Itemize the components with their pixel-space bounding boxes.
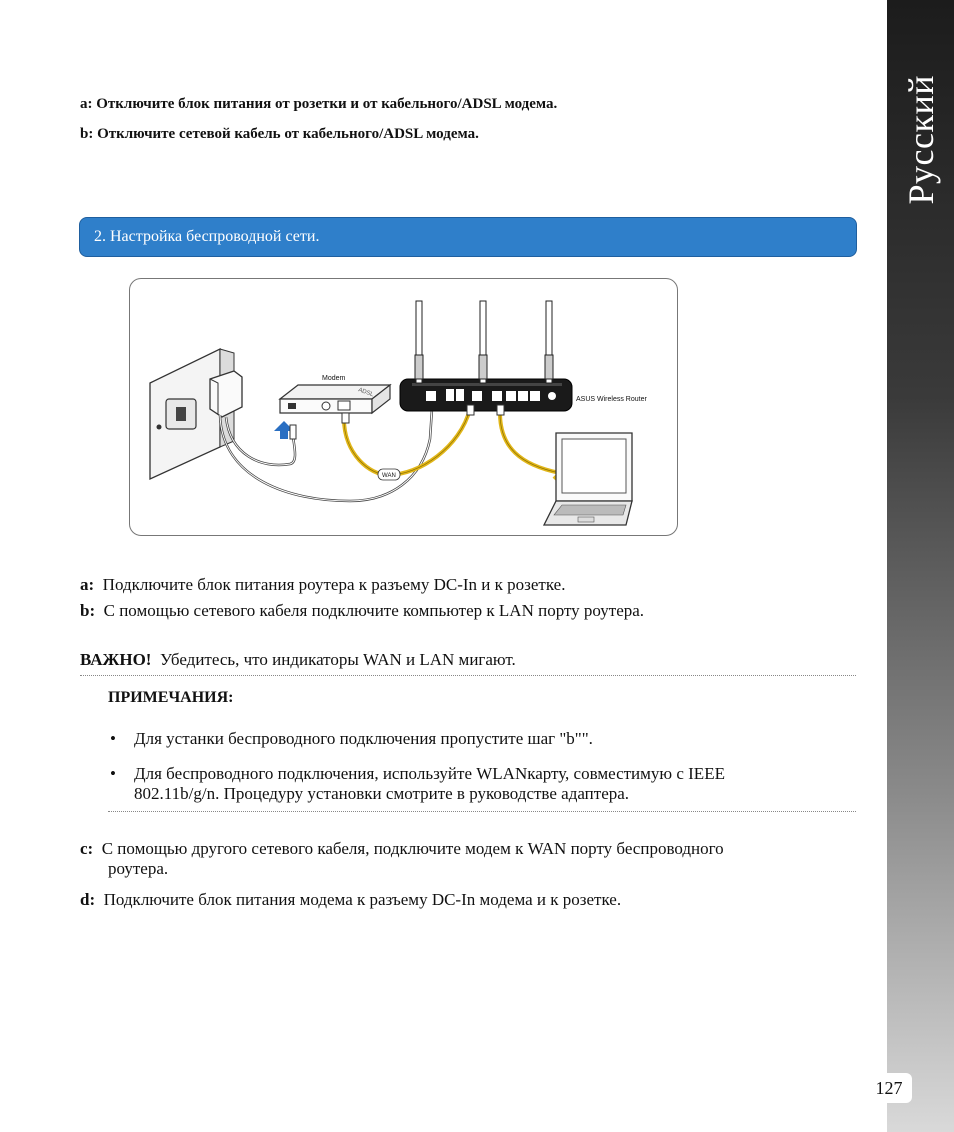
step-b-key: b:: [80, 601, 96, 620]
modem-label: Modem: [322, 375, 346, 382]
step-d-key: d:: [80, 890, 96, 909]
page-number: 127: [866, 1073, 912, 1103]
important-key: ВАЖНО!: [80, 650, 152, 669]
notes-title: ПРИМЕЧАНИЯ:: [108, 689, 234, 706]
step-d-text: Подключите блок питания модема к разъему DC-In модема и к розетке.: [103, 890, 622, 909]
divider: [108, 811, 856, 812]
power-adapter: [210, 371, 242, 417]
laptop: [544, 433, 632, 525]
note-item-2-line2: 802.11b/g/n. Процедуру установки смотрите в руководстве адаптера.: [134, 784, 630, 803]
wan-badge: [378, 469, 400, 480]
step-b-text: С помощью сетевого кабеля подключите компьютер к LAN порту роутера.: [103, 601, 645, 620]
step-c-text: С помощью другого сетевого кабеля, подключите модем к WAN порту беспроводного: [101, 839, 724, 858]
top-step-b: b: Отключите сетевой кабель от кабельного/ADSL модема.: [80, 126, 479, 142]
antenna-icon: [415, 301, 553, 383]
step-a-key: a:: [80, 575, 95, 594]
note-item-1: Для устанки беспроводного подключения пропустите шаг "b"".: [134, 729, 593, 748]
step-a: [80, 575, 565, 595]
top-step-a: a: Отключите блок питания от розетки и от кабельного/ADSL модема.: [80, 96, 558, 112]
bullet-icon: •: [110, 729, 116, 748]
note-item-2-line1: Для беспроводного подключения, используйте WLANкарту, совместимую с IEEE: [134, 764, 725, 783]
wan-badge-label: WAN: [382, 473, 396, 479]
modem-brand: ADSL: [357, 387, 375, 399]
step-b: [80, 601, 644, 621]
step-c-key: c:: [80, 839, 94, 858]
modem: [280, 375, 390, 413]
step-d: [80, 890, 621, 910]
step-c-line2: роутера.: [108, 859, 169, 878]
cable-modem-to-wan: [344, 409, 470, 475]
step-c: [80, 839, 724, 859]
step-a-text: Подключите блок питания роутера к разъему DC-In и к розетке.: [102, 575, 566, 594]
important-note: [80, 650, 516, 670]
connection-diagram: [129, 278, 678, 536]
section-title: 2. Настройка беспроводной сети.: [94, 228, 320, 245]
bullet-icon: •: [110, 764, 116, 783]
important-text: Убедитесь, что индикаторы WAN и LAN мигают.: [159, 650, 516, 669]
language-label: Русский: [901, 75, 941, 205]
router-label: ASUS Wireless Router: [576, 396, 647, 403]
router: [400, 301, 647, 411]
divider: [80, 675, 856, 676]
power-cord-router: [220, 409, 432, 501]
